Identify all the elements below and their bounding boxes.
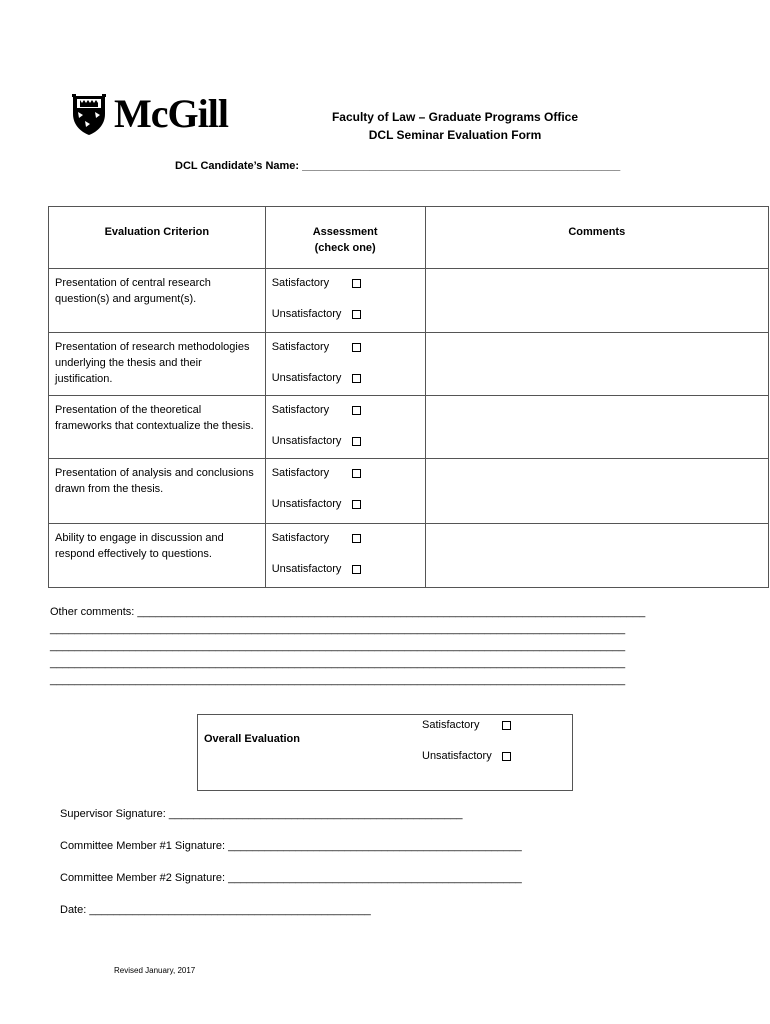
- satisfactory-label: Satisfactory: [271, 341, 330, 353]
- unsatisfactory-label: Unsatisfactory: [271, 372, 342, 384]
- criterion-header: Evaluation Criterion: [49, 207, 266, 269]
- office-title: Faculty of Law – Graduate Programs Office: [331, 110, 579, 124]
- checkbox-icon[interactable]: [352, 469, 361, 478]
- other-comments-line[interactable]: ______________________________________________________________________________________________: [50, 657, 626, 669]
- satisfactory-option[interactable]: [272, 339, 425, 355]
- table-row: [49, 524, 769, 588]
- satisfactory-label: Satisfactory: [271, 467, 330, 479]
- comments-cell[interactable]: [425, 333, 768, 396]
- comments-cell[interactable]: [425, 396, 768, 459]
- assessment-cell: [265, 333, 425, 396]
- mcgill-logo: [70, 92, 245, 138]
- criterion-cell: Presentation of analysis and conclusions drawn from the thesis.: [49, 459, 266, 524]
- unsatisfactory-option[interactable]: [272, 433, 425, 449]
- unsatisfactory-option[interactable]: [272, 561, 425, 577]
- unsatisfactory-label: Unsatisfactory: [422, 750, 492, 762]
- revision-note: Revised January, 2017: [114, 966, 196, 975]
- overall-evaluation-box: [197, 714, 573, 791]
- table-row: [49, 269, 769, 333]
- unsatisfactory-option[interactable]: [272, 306, 425, 322]
- shield-crest-icon: [70, 92, 108, 136]
- satisfactory-label: Satisfactory: [271, 404, 330, 416]
- unsatisfactory-label: Unsatisfactory: [271, 563, 342, 575]
- table-row: [49, 333, 769, 396]
- criterion-cell: Ability to engage in discussion and respond effectively to questions.: [49, 524, 266, 588]
- candidate-name-label: DCL Candidate’s Name:: [175, 160, 303, 172]
- comments-cell[interactable]: [425, 459, 768, 524]
- satisfactory-label: Satisfactory: [422, 719, 480, 731]
- criterion-cell: Presentation of central research question(s) and argument(s).: [49, 269, 266, 333]
- table-row: [49, 396, 769, 459]
- criterion-cell: Presentation of research methodologies underlying the thesis and their justification.: [49, 333, 266, 396]
- logo-wordmark: McGill: [114, 91, 228, 136]
- assessment-cell: [265, 269, 425, 333]
- comments-cell[interactable]: [425, 269, 768, 333]
- supervisor-signature-field[interactable]: Supervisor Signature: ________________________________________________: [60, 808, 463, 820]
- assessment-cell: [265, 396, 425, 459]
- satisfactory-option[interactable]: [272, 530, 425, 546]
- checkbox-icon[interactable]: [352, 565, 361, 574]
- table-header-row: [49, 207, 769, 269]
- other-comments-line[interactable]: ______________________________________________________________________________________________: [50, 640, 626, 652]
- satisfactory-label: Satisfactory: [271, 277, 330, 289]
- other-comments-line[interactable]: ______________________________________________________________________________________________: [50, 674, 626, 686]
- assessment-header: [265, 207, 425, 269]
- checkbox-icon[interactable]: [502, 752, 511, 761]
- satisfactory-option[interactable]: [272, 275, 425, 291]
- candidate-name-field[interactable]: [175, 160, 620, 172]
- checkbox-icon[interactable]: [352, 310, 361, 319]
- satisfactory-option[interactable]: [272, 465, 425, 481]
- assessment-header-line2: (check one): [314, 242, 376, 254]
- checkbox-icon[interactable]: [352, 500, 361, 509]
- checkbox-icon[interactable]: [352, 534, 361, 543]
- overall-evaluation-title: Overall Evaluation: [204, 733, 300, 745]
- unsatisfactory-label: Unsatisfactory: [271, 308, 342, 320]
- assessment-cell: [265, 459, 425, 524]
- checkbox-icon[interactable]: [502, 721, 511, 730]
- checkbox-icon[interactable]: [352, 343, 361, 352]
- other-comments-line[interactable]: Other comments: ___________________________________________________________________________________: [50, 606, 646, 618]
- unsatisfactory-label: Unsatisfactory: [271, 435, 342, 447]
- unsatisfactory-label: Unsatisfactory: [271, 498, 342, 510]
- overall-satisfactory-option[interactable]: [422, 717, 511, 733]
- date-field[interactable]: Date: ______________________________________________: [60, 904, 371, 916]
- checkbox-icon[interactable]: [352, 437, 361, 446]
- assessment-header-line1: Assessment: [312, 226, 378, 238]
- committee-member-2-signature-field[interactable]: Committee Member #2 Signature: ________________________________________________: [60, 872, 522, 884]
- form-title: DCL Seminar Evaluation Form: [368, 128, 542, 142]
- checkbox-icon[interactable]: [352, 279, 361, 288]
- committee-member-1-signature-field[interactable]: Committee Member #1 Signature: ________________________________________________: [60, 840, 522, 852]
- comments-cell[interactable]: [425, 524, 768, 588]
- satisfactory-label: Satisfactory: [271, 532, 330, 544]
- assessment-cell: [265, 524, 425, 588]
- criterion-cell: Presentation of the theoretical frameworks that contextualize the thesis.: [49, 396, 266, 459]
- overall-unsatisfactory-option[interactable]: [422, 748, 511, 764]
- table-row: [49, 459, 769, 524]
- checkbox-icon[interactable]: [352, 406, 361, 415]
- candidate-name-blank[interactable]: ____________________________________________________: [302, 160, 621, 172]
- checkbox-icon[interactable]: [352, 374, 361, 383]
- satisfactory-option[interactable]: [272, 402, 425, 418]
- comments-header: Comments: [425, 207, 768, 269]
- unsatisfactory-option[interactable]: [272, 370, 425, 386]
- evaluation-table: [48, 206, 769, 588]
- other-comments-line[interactable]: ______________________________________________________________________________________________: [50, 623, 626, 635]
- overall-options: [422, 717, 511, 764]
- unsatisfactory-option[interactable]: [272, 496, 425, 512]
